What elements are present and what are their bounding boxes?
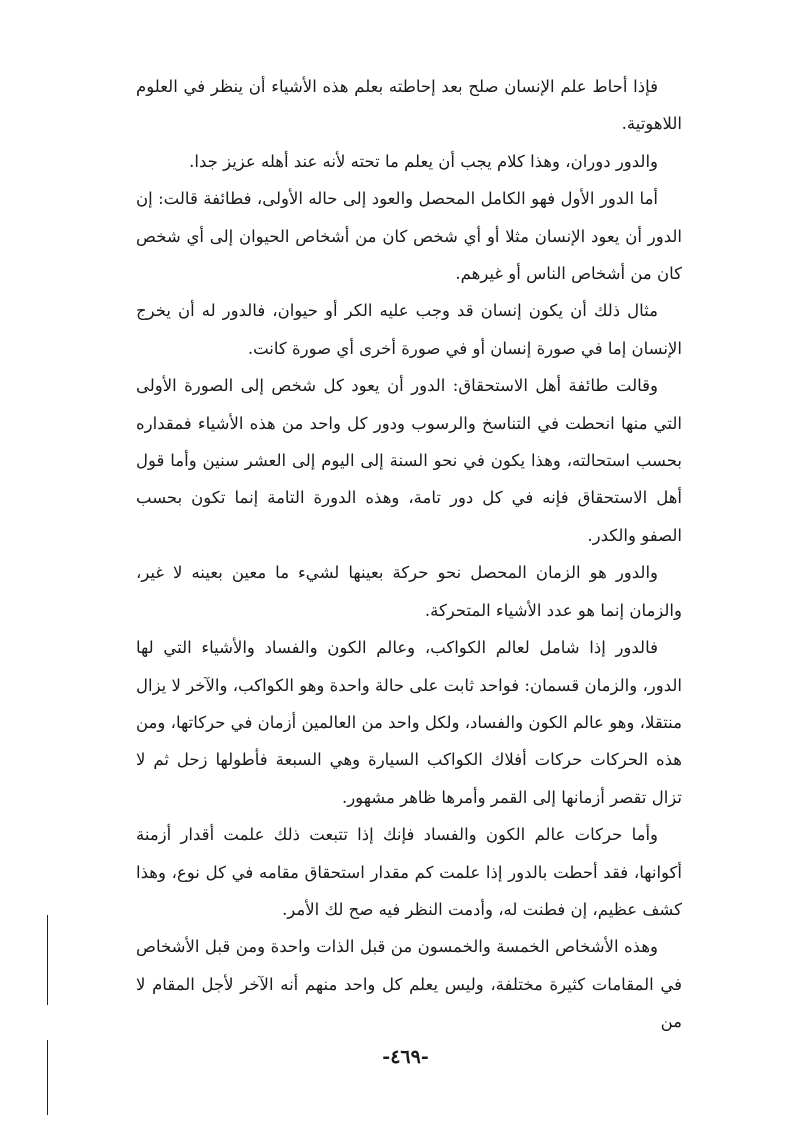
paragraph: أما الدور الأول فهو الكامل المحصل والعود إلى حاله الأولى، فطائفة قالت: إن الدور أن يعود الإنسان مثلا أو أي شخص كان من أشخاص الحيوان إلى أي شخص كان من أشخاص الناس أو غيرهم. bbox=[136, 189, 682, 284]
paragraph: مثال ذلك أن يكون إنسان قد وجب عليه الكر أو حيوان، فالدور له أن يخرج الإنسان إما في صورة إنسان أو في صورة أخرى أي صورة كانت. bbox=[136, 301, 682, 358]
paragraph: فالدور إذا شامل لعالم الكواكب، وعالم الكون والفساد والأشياء التي لها الدور، والزمان قسمان: فواحد ثابت على حالة واحدة وهو الكواكب، والآخر لا يزال منتقلا، وهو عالم الكون والفساد، ولكل واحد من العالمين أزمان في حركاتها، ومن هذه الحركات حركات أفلاك الكواكب السيارة وهي السبعة فأطولها زحل ثم لا تزال تقصر أزمانها إلى القمر وأمرها ظاهر مشهور. bbox=[136, 638, 682, 807]
paragraph: والدور دوران، وهذا كلام يجب أن يعلم ما تحته لأنه عند أهله عزيز جدا. bbox=[189, 151, 658, 171]
body-text bbox=[136, 68, 682, 1041]
margin-line bbox=[47, 915, 48, 1005]
paragraph: فإذا أحاط علم الإنسان صلح بعد إحاطته بعلم هذه الأشياء أن ينظر في العلوم اللاهوتية. bbox=[136, 77, 682, 134]
paragraph: والدور هو الزمان المحصل نحو حركة بعينها لشيء ما معين بعينه لا غير، والزمان إنما هو عدد الأشياء المتحركة. bbox=[136, 563, 682, 620]
paragraph: وقالت طائفة أهل الاستحقاق: الدور أن يعود كل شخص إلى الصورة الأولى التي منها انحطت في التناسخ والرسوب ودور كل واحد من هذه الأشياء فمقداره بحسب استحالته، وهذا يكون في نحو السنة إلى اليوم إلى العشر سنين وأما قول أهل الاستحقاق فإنه في كل دور تامة، وهذه الدورة التامة إنما تكون بحسب الصفو والكدر. bbox=[136, 376, 682, 545]
paragraph: وأما حركات عالم الكون والفساد فإنك إذا تتبعت ذلك علمت أقدار أزمنة أكوانها، فقد أحطت بالدور إذا علمت كم مقدار استحقاق مقامه في كل نوع، وهذا كشف عظيم، إن فطنت له، وأدمت النظر فيه صح لك الأمر. bbox=[136, 825, 682, 919]
paragraph: وهذه الأشخاص الخمسة والخمسون من قبل الذات واحدة ومن قبل الأشخاص في المقامات كثيرة مختلفة، وليس يعلم كل واحد منهم أنه الآخر لأجل المقام لا من bbox=[136, 937, 682, 1032]
margin-line bbox=[47, 1040, 48, 1115]
page-number: -٤٦٩- bbox=[382, 1046, 429, 1068]
